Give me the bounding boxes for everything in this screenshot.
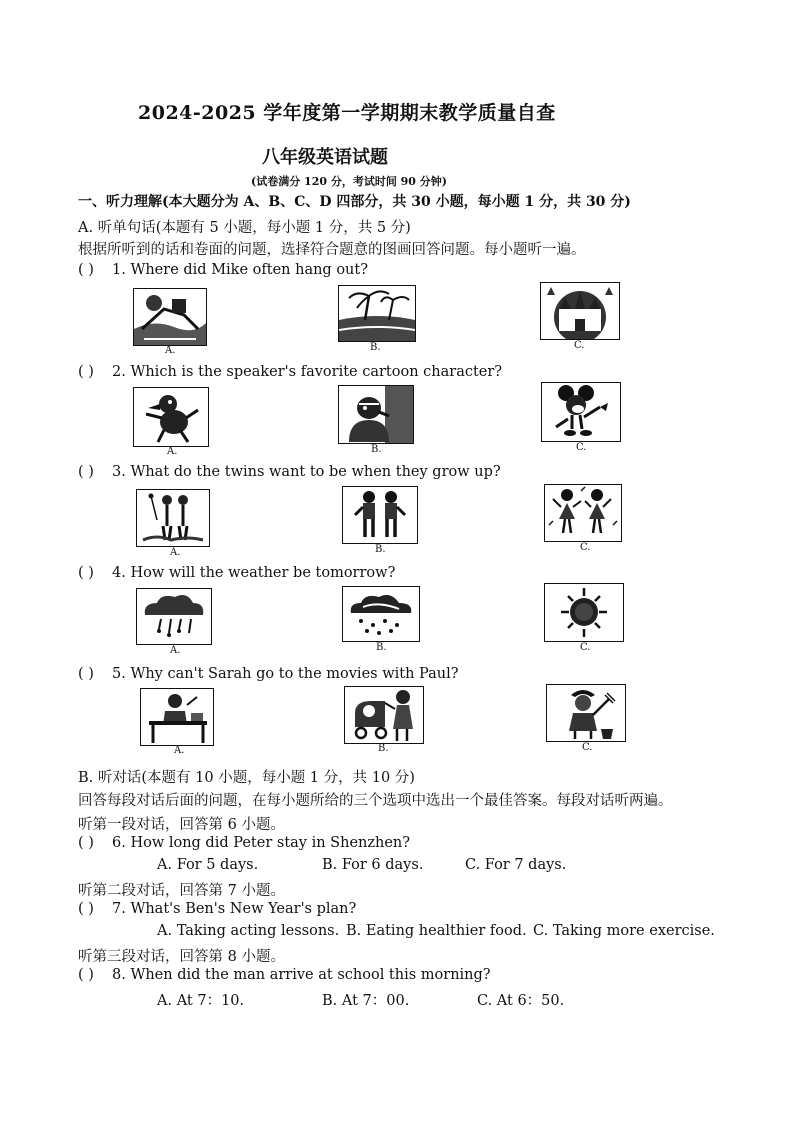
popeye-picture[interactable] xyxy=(338,385,414,444)
beach-scene-picture[interactable] xyxy=(338,285,416,342)
question-4-text: 4. How will the weather be tomorrow? xyxy=(112,565,396,581)
dialog-2-intro: 听第二段对话，回答第 7 小题。 xyxy=(78,883,285,899)
question-6-option-c[interactable]: C. For 7 days. xyxy=(465,857,567,873)
question-6-text: 6. How long did Peter stay in Shenzhen? xyxy=(112,835,411,851)
question-5-bracket[interactable]: ( ) xyxy=(78,666,94,682)
question-8-text: 8. When did the man arrive at school this morning? xyxy=(112,967,491,983)
partA-instruction: 根据所听到的话和卷面的问题，选择符合题意的图画回答问题。每小题听一遍。 xyxy=(78,242,586,258)
question-6-option-b[interactable]: B. For 6 days. xyxy=(322,857,424,873)
mickey-mouse-picture[interactable] xyxy=(541,382,621,442)
question-8-bracket[interactable]: ( ) xyxy=(78,967,94,983)
question-2-label-c: C. xyxy=(576,442,587,453)
question-1-text: 1. Where did Mike often hang out? xyxy=(112,262,368,278)
rainy-cloud-picture[interactable] xyxy=(136,588,212,645)
question-1-label-b: B. xyxy=(370,342,381,353)
question-3-label-b: B. xyxy=(375,544,386,555)
dialog-1-intro: 听第一段对话，回答第 6 小题。 xyxy=(78,817,285,833)
castle-scene-picture[interactable] xyxy=(540,282,620,340)
question-8-option-c[interactable]: C. At 6：50. xyxy=(477,993,565,1009)
snowy-cloud-picture[interactable] xyxy=(342,586,420,642)
soldiers-picture[interactable] xyxy=(342,486,418,544)
question-5-label-a: A. xyxy=(174,745,185,756)
singers-picture[interactable] xyxy=(136,489,210,547)
question-4-label-b: B. xyxy=(376,642,387,653)
question-5-label-b: B. xyxy=(378,743,389,754)
sunny-picture[interactable] xyxy=(544,583,624,642)
question-4-label-c: C. xyxy=(580,642,591,653)
question-5-label-c: C. xyxy=(582,742,593,753)
question-2-label-a: A. xyxy=(167,446,178,457)
question-8-option-a[interactable]: A. At 7：10. xyxy=(157,993,245,1009)
exam-subtitle: 八年级英语试题 xyxy=(262,147,388,168)
question-1-label-a: A. xyxy=(165,345,176,356)
babysitting-picture[interactable] xyxy=(344,686,424,744)
question-2-bracket[interactable]: ( ) xyxy=(78,364,94,380)
question-3-bracket[interactable]: ( ) xyxy=(78,464,94,480)
question-7-option-b[interactable]: B. Eating healthier food. xyxy=(346,923,527,939)
partA-heading: A. 听单句话(本题有 5 小题，每小题 1 分，共 5 分) xyxy=(78,220,411,236)
dialog-3-intro: 听第三段对话，回答第 8 小题。 xyxy=(78,949,285,965)
donald-duck-picture[interactable] xyxy=(133,387,209,447)
cleaning-picture[interactable] xyxy=(546,684,626,742)
question-3-label-a: A. xyxy=(170,547,181,558)
question-3-label-c: C. xyxy=(580,542,591,553)
question-7-option-c[interactable]: C. Taking more exercise. xyxy=(533,923,715,939)
park-scene-picture[interactable] xyxy=(133,288,207,346)
question-2-label-b: B. xyxy=(371,444,382,455)
question-7-text: 7. What's Ben's New Year's plan? xyxy=(112,901,357,917)
question-1-bracket[interactable]: ( ) xyxy=(78,262,94,278)
question-2-text: 2. Which is the speaker's favorite cartoon character? xyxy=(112,364,503,380)
question-5-text: 5. Why can't Sarah go to the movies with Paul? xyxy=(112,666,459,682)
exam-title: 2024-2025 学年度第一学期期末教学质量自查 xyxy=(138,102,556,124)
question-3-text: 3. What do the twins want to be when they grow up? xyxy=(112,464,501,480)
question-7-bracket[interactable]: ( ) xyxy=(78,901,94,917)
partB-heading: B. 听对话(本题有 10 小题，每小题 1 分，共 10 分) xyxy=(78,770,415,786)
question-4-bracket[interactable]: ( ) xyxy=(78,565,94,581)
exam-note: (试卷满分 120 分，考试时间 90 分钟) xyxy=(251,175,447,188)
question-7-option-a[interactable]: A. Taking acting lessons. xyxy=(157,923,340,939)
studying-picture[interactable] xyxy=(140,688,214,746)
partB-instruction: 回答每段对话后面的问题，在每小题所给的三个选项中选出一个最佳答案。每段对话听两遍。 xyxy=(78,793,673,809)
question-6-bracket[interactable]: ( ) xyxy=(78,835,94,851)
question-6-option-a[interactable]: A. For 5 days. xyxy=(157,857,259,873)
dancers-picture[interactable] xyxy=(544,484,622,542)
section1-heading: 一、听力理解(本大题分为 A、B、C、D 四部分，共 30 小题，每小题 1 分，共 30 分) xyxy=(78,194,631,210)
question-8-option-b[interactable]: B. At 7：00. xyxy=(322,993,410,1009)
question-1-label-c: C. xyxy=(574,340,585,351)
question-4-label-a: A. xyxy=(170,645,181,656)
